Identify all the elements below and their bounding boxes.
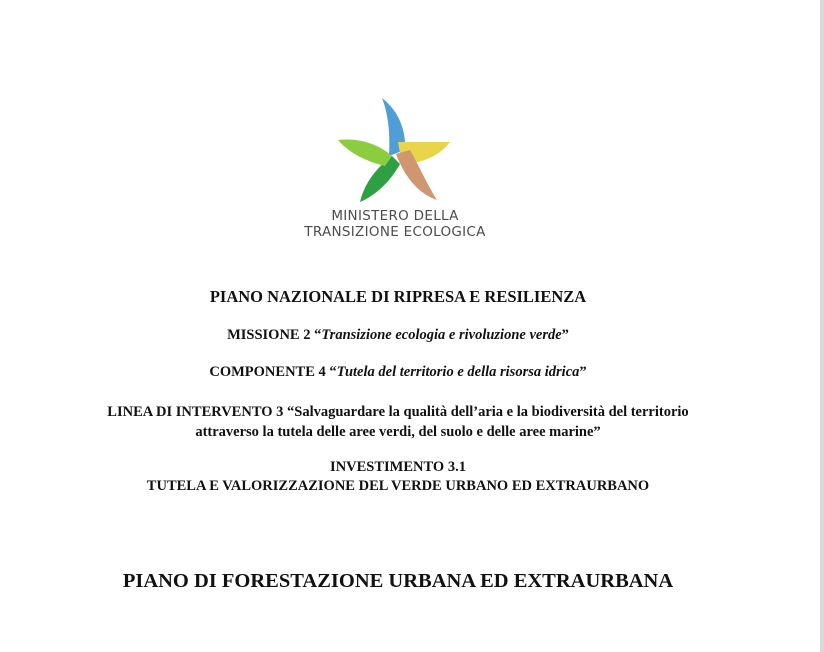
component-title: Tutela del territorio e della risorsa idrica bbox=[336, 364, 580, 380]
intervention-line-heading bbox=[0, 402, 796, 442]
ministry-name bbox=[290, 208, 500, 240]
ministero-star-logo-icon bbox=[336, 98, 450, 204]
component-prefix: COMPONENTE 4 “ bbox=[209, 364, 337, 380]
component-suffix: ” bbox=[579, 364, 587, 380]
mission-title: Transizione ecologia e rivoluzione verde bbox=[321, 327, 562, 343]
mission-suffix: ” bbox=[561, 327, 569, 343]
plan-title: PIANO NAZIONALE DI RIPRESA E RESILIENZA bbox=[209, 287, 587, 306]
intervention-line-2: attraverso la tutela delle aree verdi, del suolo e delle aree marine” bbox=[195, 424, 601, 440]
component-heading bbox=[0, 364, 796, 381]
investment-title: TUTELA E VALORIZZAZIONE DEL VERDE URBANO ED EXTRAURBANO bbox=[146, 478, 650, 494]
logo-light-green-petal bbox=[338, 140, 392, 166]
page-edge bbox=[820, 0, 824, 652]
investment-number: INVESTIMENTO 3.1 bbox=[330, 459, 466, 475]
ministry-name-line-2: TRANSIZIONE ECOLOGICA bbox=[304, 224, 486, 240]
document-main-title: PIANO DI FORESTAZIONE URBANA ED EXTRAURBANA bbox=[122, 570, 674, 592]
mission-prefix: MISSIONE 2 “ bbox=[227, 327, 322, 343]
mission-heading bbox=[0, 327, 796, 344]
investment-heading bbox=[0, 458, 796, 496]
ministry-name-line-1: MINISTERO DELLA bbox=[331, 208, 459, 224]
intervention-line-1: LINEA DI INTERVENTO 3 “Salvaguardare la qualità dell’aria e la biodiversità del territorio bbox=[107, 404, 689, 420]
